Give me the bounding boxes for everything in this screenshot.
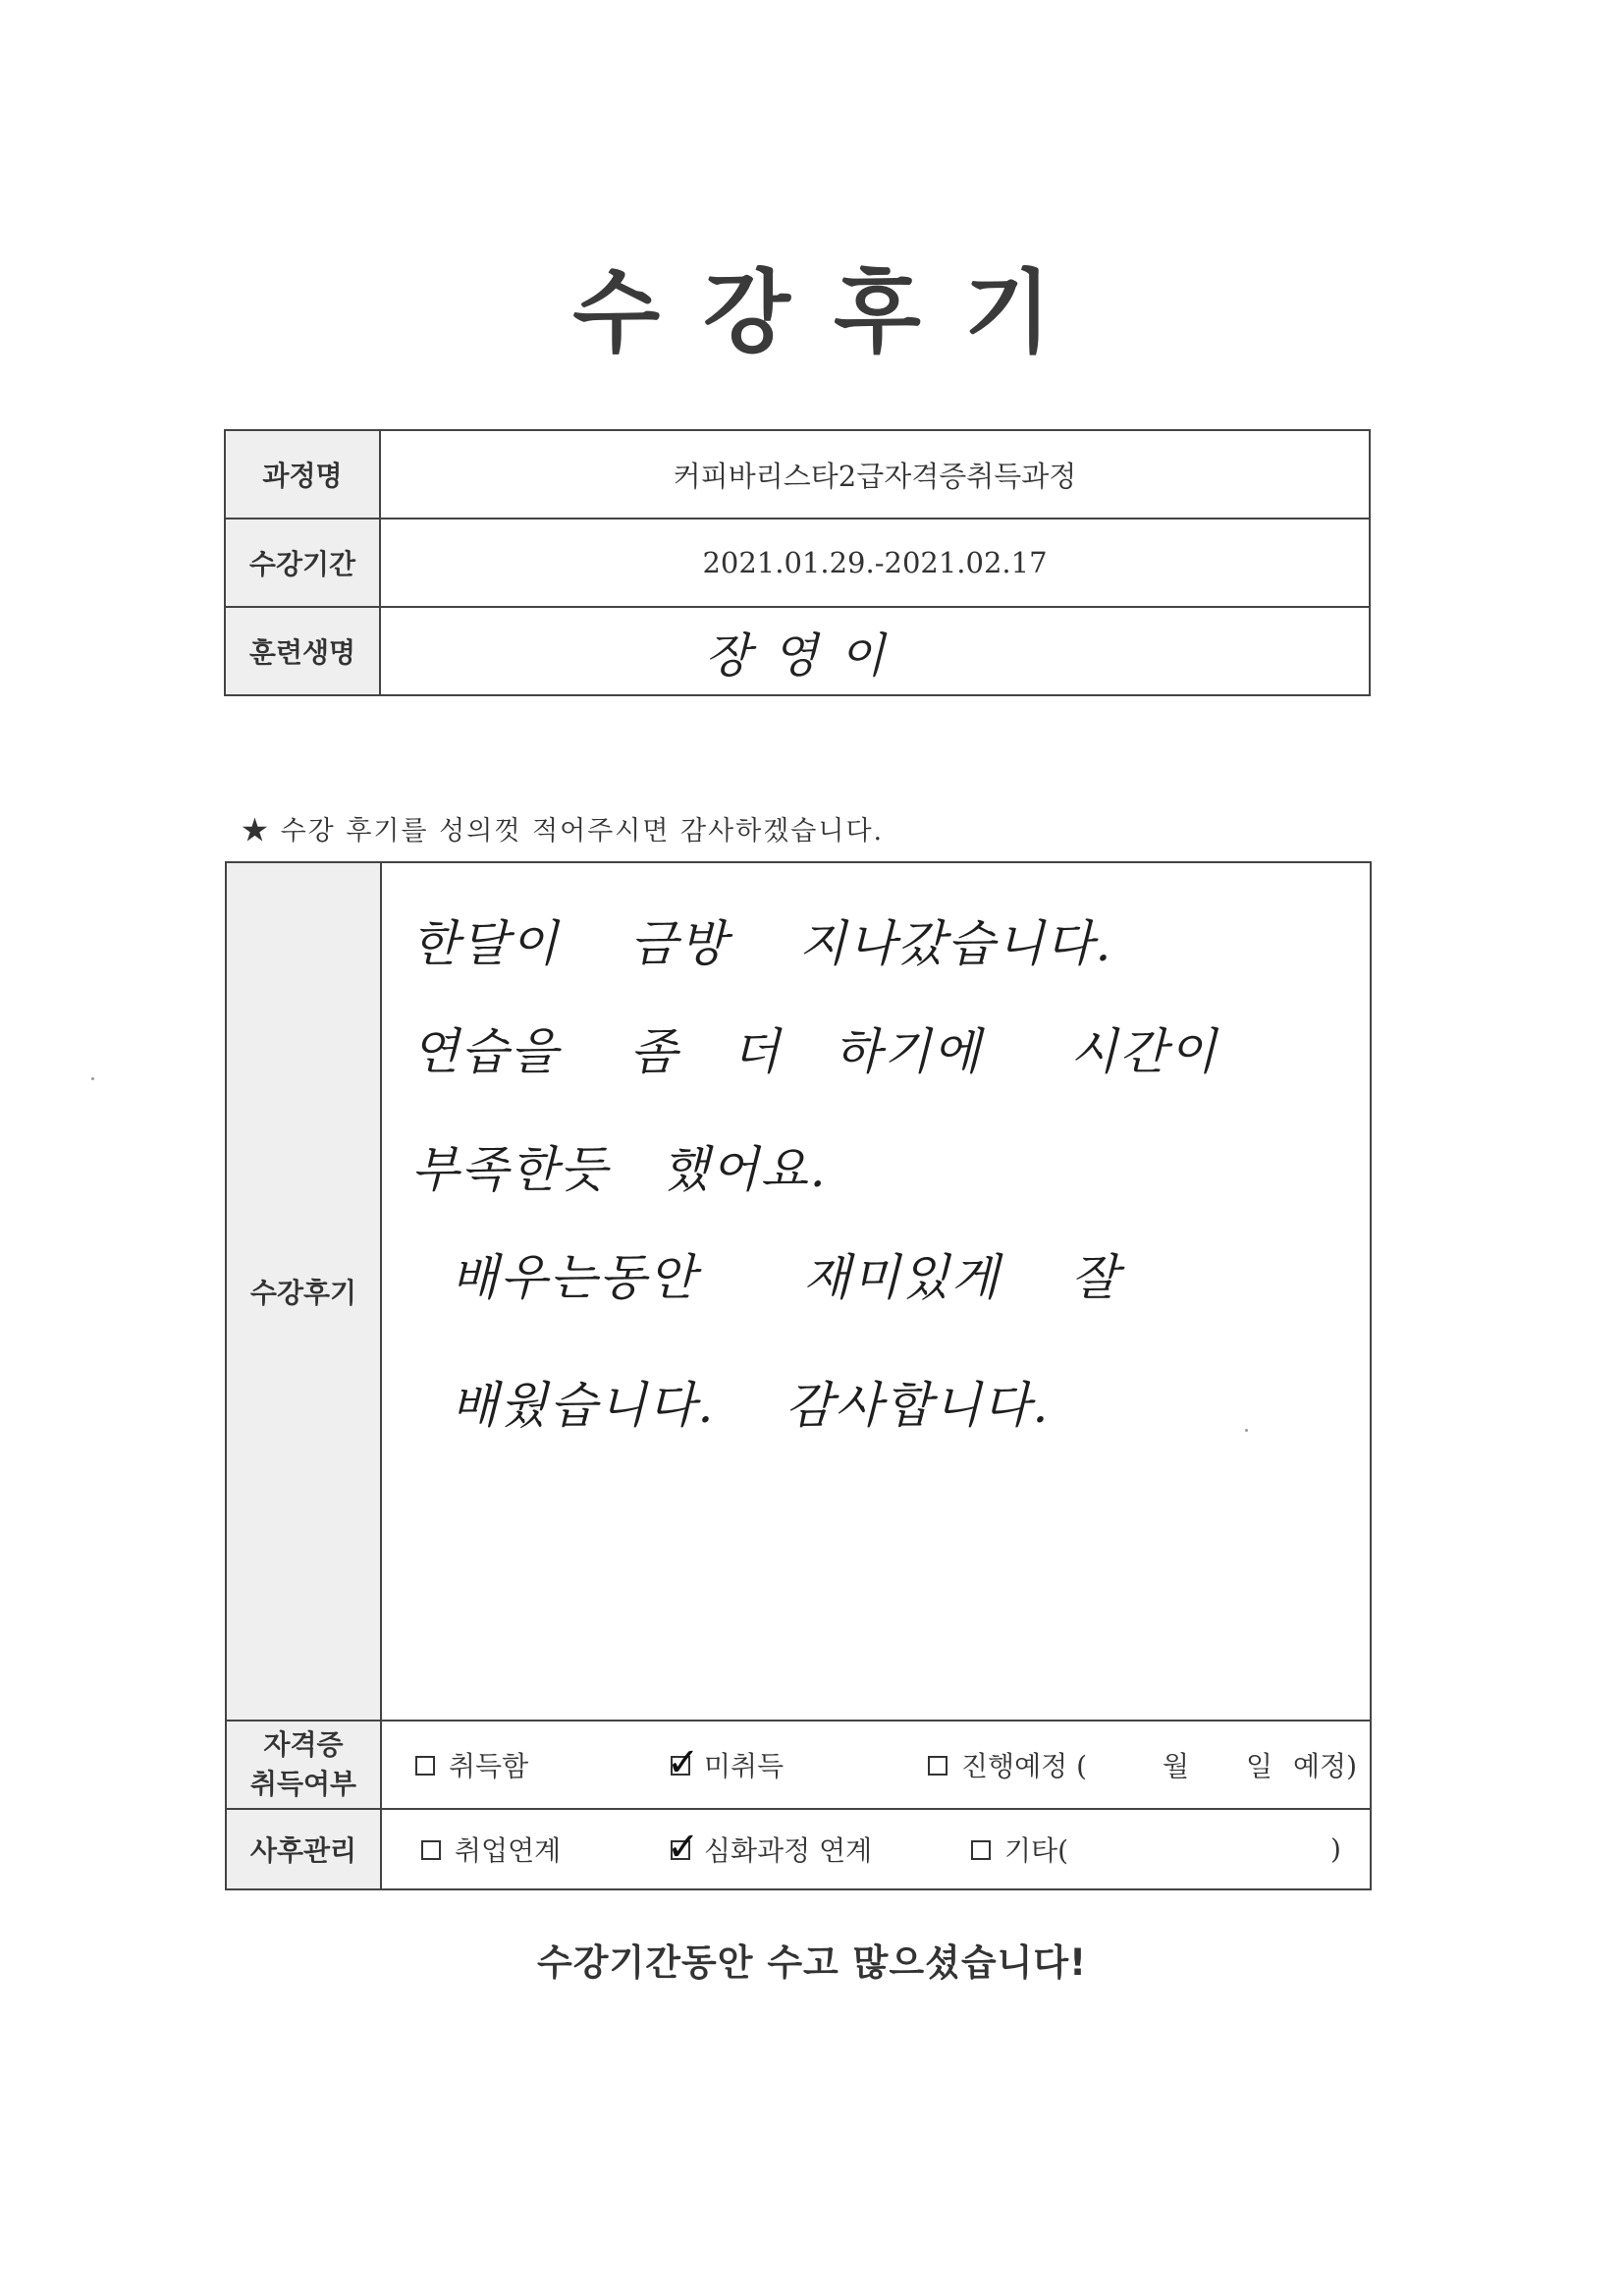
info-table [224, 429, 1371, 696]
cert-option-not-obtained[interactable] [667, 1739, 785, 1785]
checkbox-icon[interactable] [415, 1756, 435, 1776]
page-title: 수강후기 [572, 260, 1095, 365]
period-value: 2021.01.29.-2021.02.17 [380, 519, 1370, 607]
aftercare-option-advanced-label: 심화과정 연계 [704, 1834, 873, 1867]
cert-option-scheduled-label: 진행예정 ( [961, 1750, 1088, 1782]
review-body [381, 862, 1371, 1721]
cert-day-label: 일 [1246, 1750, 1273, 1782]
review-line-3: 부족한듯 했어요. [411, 1141, 828, 1198]
scan-speck [91, 1077, 94, 1080]
cert-option-scheduled[interactable] [928, 1745, 1087, 1784]
review-line-4: 배우는동안 재미있게 잘 [451, 1249, 1120, 1306]
course-value: 커피바리스타2급자격증취득과정 [380, 430, 1370, 519]
cert-options [381, 1721, 1371, 1809]
aftercare-option-job[interactable] [421, 1830, 561, 1869]
cert-month-label: 월 [1163, 1750, 1190, 1782]
cert-label [226, 1721, 381, 1809]
aftercare-close-paren: ) [1330, 1832, 1341, 1866]
checkbox-icon[interactable] [421, 1840, 441, 1860]
cert-option-obtained[interactable] [415, 1745, 528, 1784]
cert-scheduled-suffix: 예정) [1293, 1750, 1358, 1782]
review-label: 수강후기 [226, 862, 381, 1721]
course-row [225, 430, 1370, 519]
cert-option-not-obtained-label: 미취득 [704, 1750, 785, 1782]
trainee-name-handwritten: 장영이 [380, 607, 1370, 695]
review-line-2: 연습을 좀 더 하기에 시간이 [411, 1023, 1218, 1080]
review-line-5: 배웠습니다. 감사합니다. [451, 1377, 1051, 1434]
scan-speck [1245, 1429, 1248, 1432]
aftercare-option-other-label: 기타( [1004, 1834, 1069, 1867]
checkbox-icon[interactable] [971, 1840, 991, 1860]
aftercare-option-other[interactable] [971, 1830, 1068, 1869]
period-row [225, 519, 1370, 607]
aftercare-options [381, 1809, 1371, 1889]
checkbox-checked-icon[interactable] [667, 1739, 700, 1785]
cert-label-line1: 자격증 [263, 1728, 344, 1761]
course-label: 과정명 [225, 430, 380, 519]
closing-message: 수강기간동안 수고 많으셨습니다! [536, 1941, 1088, 1984]
checkmark-icon: ✓ [667, 1824, 700, 1870]
checkbox-checked-icon[interactable] [667, 1824, 700, 1870]
checkbox-icon[interactable] [928, 1756, 947, 1776]
checkmark-icon: ✓ [667, 1739, 700, 1785]
review-line-1: 한달이 금방 지나갔습니다. [411, 915, 1113, 972]
trainee-label: 훈련생명 [225, 607, 380, 695]
trainee-row [225, 607, 1370, 695]
period-label: 수강기간 [225, 519, 380, 607]
review-table [225, 861, 1372, 1890]
cert-label-line2: 취득여부 [249, 1768, 357, 1800]
cert-option-obtained-label: 취득함 [449, 1750, 529, 1782]
aftercare-label: 사후관리 [226, 1809, 381, 1889]
instruction-note: ★ 수강 후기를 성의껏 적어주시면 감사하겠습니다. [242, 816, 885, 847]
aftercare-option-advanced[interactable] [667, 1824, 873, 1870]
aftercare-option-job-label: 취업연계 [455, 1834, 562, 1867]
